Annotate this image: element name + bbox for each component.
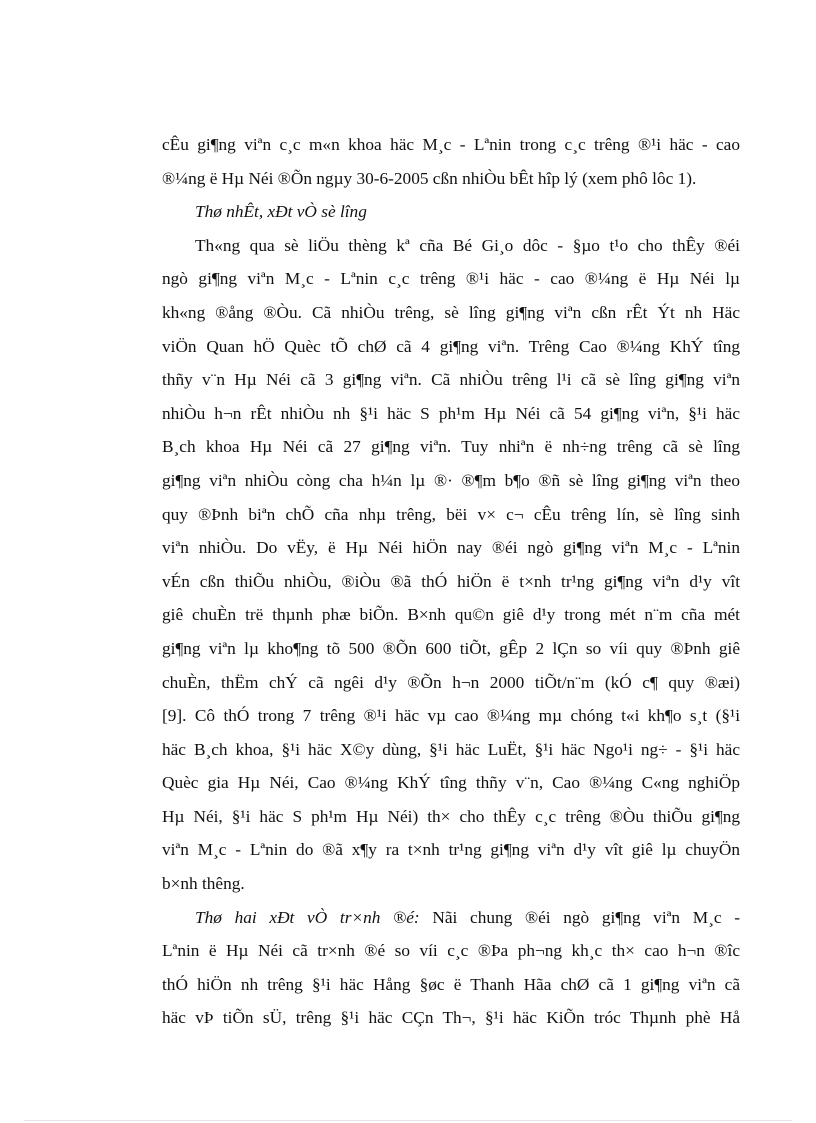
paragraph-continuation: [162, 128, 740, 195]
text-line-mixed: [162, 901, 740, 935]
paragraph-quantity: [162, 229, 740, 901]
document-body: [162, 128, 740, 1035]
text-line: viªn M¸c - Lªnin do ®ã x¶y ra t×nh tr¹ng gi¶ng viªn d¹y vît giê lµ chuyÖn: [162, 840, 740, 860]
text-line: ®¼ng ë Hµ Néi ®Õn ngµy 30-6-2005 cßn nhiÒu bÊt hîp lý (xem phô lôc 1).: [162, 168, 697, 188]
text-line: gi¶ng viªn lµ kho¶ng tõ 500 ®Õn 600 tiÕt, gÊp 2 lÇn so víi quy ®Þnh giê: [162, 638, 740, 658]
text-line: B¸ch khoa Hµ Néi cã 27 gi¶ng viªn. Tuy nhiªn ë nh÷ng trêng cã sè lîng: [162, 437, 740, 457]
text-line: chuÈn, thËm chÝ cã ngêi d¹y ®Õn h¬n 2000 tiÕt/n¨m (kÓ c¶ quy ®æi): [162, 672, 740, 692]
text-fragment: Nãi chung ®éi ngò gi¶ng viªn M¸c -: [419, 907, 740, 927]
text-line: giê chuÈn trë thµnh phæ biÕn. B×nh qu©n giê d¹y trong mét n¨m cña mét: [162, 605, 740, 625]
text-line: Lªnin ë Hµ Néi cã tr×nh ®é so víi c¸c ®Þa ph¬ng kh¸c th× cao h¬n ®îc: [162, 941, 740, 961]
text-line: Hµ Néi, §¹i häc S ph¹m Hµ Néi) th× cho thÊy c¸c trêng ®Òu thiÕu gi¶ng: [162, 806, 740, 826]
text-line: viªn nhiÒu. Do vËy, ë Hµ Néi hiÖn nay ®éi ngò gi¶ng viªn M¸c - Lªnin: [162, 538, 740, 558]
text-line: Quèc gia Hµ Néi, Cao ®¼ng KhÝ tîng thñy v¨n, Cao ®¼ng C«ng nghiÖp: [162, 773, 740, 793]
text-line: viÖn Quan hÖ Quèc tÕ chØ cã 4 gi¶ng viªn. Trêng Cao ®¼ng KhÝ tîng: [162, 336, 740, 356]
text-line: cÊu gi¶ng viªn c¸c m«n khoa häc M¸c - Lªnin trong c¸c trêng ®¹i häc - cao: [162, 135, 740, 154]
text-line: gi¶ng viªn nhiÒu còng cha h¼n lµ ®· ®¶m b¶o ®ñ sè lîng gi¶ng viªn theo: [162, 470, 740, 490]
text-line: vÉn cßn thiÕu nhiÒu, ®iÒu ®ã thÓ hiÖn ë t×nh tr¹ng gi¶ng viªn d¹y vît: [162, 571, 740, 591]
text-line: kh«ng ®ång ®Òu. Cã nhiÒu trêng, sè lîng gi¶ng viªn cßn rÊt Ýt nh Häc: [162, 302, 740, 322]
text-line: Thø nhÊt, xÐt vÒ sè lîng: [195, 202, 367, 222]
subheading-qualification: Thø hai xÐt vÒ tr×nh ®é:: [195, 907, 420, 927]
text-line: [9]. Cô thÓ trong 7 trêng ®¹i häc vµ cao ®¼ng mµ chóng t«i kh¶o s¸t (§¹i: [162, 706, 740, 726]
subheading-quantity: [162, 195, 740, 229]
text-line: quy ®Þnh biªn chÕ cña nhµ trêng, bëi v× c¬ cÊu trêng lín, sè lîng sinh: [162, 504, 740, 524]
text-line: ngò gi¶ng viªn M¸c - Lªnin c¸c trêng ®¹i häc - cao ®¼ng ë Hµ Néi lµ: [162, 269, 740, 289]
text-line: häc vÞ tiÕn sÜ, trêng §¹i häc CÇn Th¬, §¹i häc KiÕn tróc Thµnh phè Hå: [162, 1008, 740, 1028]
paragraph-qualification: [162, 901, 740, 1035]
text-line: thÓ hiÖn nh trêng §¹i häc Hång §øc ë Thanh Hãa chØ cã 1 gi¶ng viªn cã: [162, 974, 740, 994]
page-bottom-edge: [24, 1120, 792, 1121]
text-line: nhiÒu h¬n rÊt nhiÒu nh §¹i häc S ph¹m Hµ Néi cã 54 gi¶ng viªn, §¹i häc: [162, 403, 740, 423]
text-line: häc B¸ch khoa, §¹i häc X©y dùng, §¹i häc LuËt, §¹i häc Ngo¹i ng÷ - §¹i häc: [162, 739, 740, 759]
text-line: Th«ng qua sè liÖu thèng kª cña Bé Gi¸o dôc - §µo t¹o cho thÊy ®éi: [195, 235, 740, 255]
text-line: b×nh thêng.: [162, 874, 245, 894]
text-line: thñy v¨n Hµ Néi cã 3 gi¶ng viªn. Cã nhiÒu trêng l¹i cã sè lîng gi¶ng viªn: [162, 370, 740, 390]
